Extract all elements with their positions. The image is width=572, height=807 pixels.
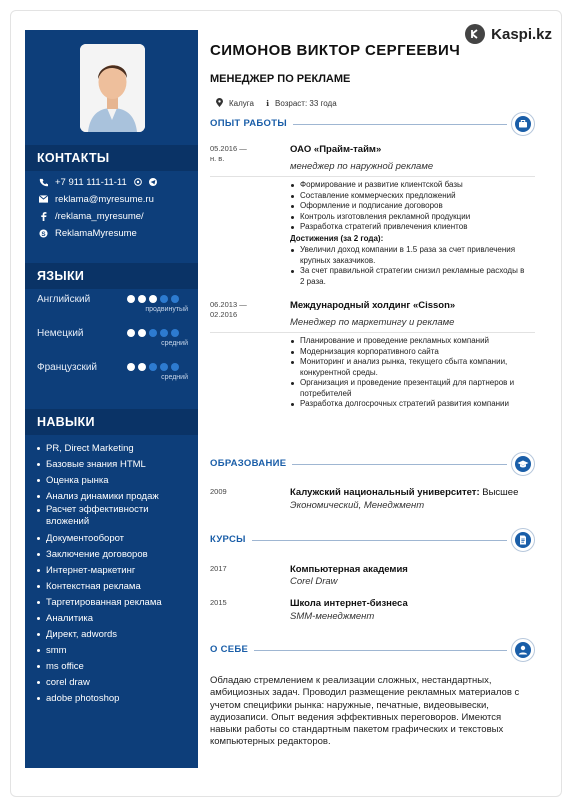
education-year: 2009 (210, 487, 227, 496)
language-rating (127, 363, 179, 371)
education-school-line (290, 487, 518, 498)
divider (210, 540, 507, 541)
duty-item: Организация и проведение презентаций для партнеров и потребителей (290, 378, 530, 399)
bullet-icon (37, 509, 40, 512)
kaspi-logo-icon (465, 24, 485, 44)
skill-text: Документооборот (46, 532, 125, 544)
info-icon: ℹ (265, 98, 270, 108)
date-to: 02.2016 (210, 310, 238, 319)
language-name: Французский (37, 362, 97, 373)
skill-item (37, 642, 197, 658)
skill-item (37, 546, 197, 562)
contact-skype-text: ReklamaMyresume (55, 227, 137, 239)
languages-header: ЯЗЫКИ (25, 263, 198, 289)
duty-item: Составление коммерческих предложений (290, 191, 530, 202)
skill-item (37, 562, 197, 578)
phone-icon (39, 178, 48, 187)
contact-email[interactable] (39, 191, 199, 207)
skill-item (37, 690, 197, 706)
skill-text: Контекстная реклама (46, 580, 141, 592)
experience-title: ОПЫТ РАБОТЫ (210, 118, 293, 129)
bullet-icon (37, 569, 40, 572)
bullet-icon (37, 537, 40, 540)
rating-dot-filled (127, 329, 135, 337)
language-name: Немецкий (37, 328, 84, 339)
about-section-header (210, 638, 535, 662)
company-name: Международный холдинг «Cisson» (290, 300, 456, 311)
date-to: н. в. (210, 154, 225, 163)
rating-dot-filled (127, 295, 135, 303)
education-field: Экономический, Менеджмент (290, 500, 425, 511)
skill-text: corel draw (46, 676, 90, 688)
email-icon (39, 195, 48, 203)
person-icon (511, 638, 535, 662)
about-title: О СЕБЕ (210, 644, 254, 655)
bullet-icon (37, 463, 40, 466)
graduation-cap-icon (511, 452, 535, 476)
bullet-icon (37, 553, 40, 556)
skill-text: PR, Direct Marketing (46, 442, 134, 454)
skill-item (37, 530, 197, 546)
course-subject: SMM-менеджмент (290, 611, 375, 622)
duty-item: Модернизация корпоративного сайта (290, 347, 530, 358)
person-meta (216, 98, 337, 108)
language-level: средний (161, 374, 188, 381)
bullet-icon (37, 617, 40, 620)
language-name: Английский (37, 294, 91, 305)
duty-item: Планирование и проведение рекламных компаний (290, 336, 530, 347)
language-level: продвинутый (145, 306, 188, 313)
language-rating (127, 329, 179, 337)
divider (210, 176, 535, 177)
whatsapp-icon[interactable] (134, 178, 142, 186)
skill-text: Заключение договоров (46, 548, 148, 560)
duty-item: Разработка стратегий привлечения клиентов (290, 222, 530, 233)
bullet-icon (37, 585, 40, 588)
language-rating (127, 295, 179, 303)
rating-dot-empty (171, 329, 179, 337)
achievement-item: Увеличил доход компании в 1.5 раза за счет привлечения крупных заказчиков. (290, 245, 530, 266)
school-name: Калужский национальный университет: (290, 487, 480, 498)
skill-text: ms office (46, 660, 84, 672)
contact-phone[interactable] (39, 174, 199, 190)
company-name: ОАО «Прайм-тайм» (290, 144, 382, 155)
course-name: Школа интернет-бизнеса (290, 598, 408, 609)
skill-item (37, 658, 197, 674)
skype-icon (39, 229, 48, 238)
contact-facebook-text: /reklama_myresume/ (55, 210, 144, 222)
watermark (465, 24, 552, 44)
age-text: Возраст: 33 года (275, 98, 337, 108)
duty-item: Мониторинг и анализ рынка, текущего сбыта компании, конкурентной среды. (290, 357, 530, 378)
contacts-header: КОНТАКТЫ (25, 145, 198, 171)
skills-header: НАВЫКИ (25, 409, 198, 435)
bullet-icon (37, 447, 40, 450)
bullet-icon (37, 479, 40, 482)
language-level: средний (161, 340, 188, 347)
rating-dot-filled (138, 295, 146, 303)
skill-text: Аналитика (46, 612, 94, 624)
job-duties (290, 336, 530, 410)
briefcase-icon (511, 112, 535, 136)
job-achievements (290, 245, 530, 287)
skill-text: smm (46, 644, 67, 656)
degree: Высшее (482, 487, 519, 498)
language-row (37, 360, 192, 394)
duty-item: Контроль изготовления рекламной продукции (290, 212, 530, 223)
bullet-icon (37, 495, 40, 498)
contact-facebook[interactable] (39, 208, 199, 224)
course-subject: Corel Draw (290, 576, 338, 587)
skill-text: Таргетированная реклама (46, 596, 162, 608)
contact-skype[interactable] (39, 225, 199, 241)
skill-text: Директ, adwords (46, 628, 118, 640)
watermark-text: Kaspi.kz (491, 25, 552, 43)
rating-dot-empty (171, 295, 179, 303)
job-date (210, 300, 270, 320)
date-from: 05.2016 — (210, 144, 247, 153)
education-title: ОБРАЗОВАНИЕ (210, 458, 292, 469)
rating-dot-filled (127, 363, 135, 371)
course-year: 2017 (210, 564, 227, 573)
telegram-icon[interactable] (149, 178, 157, 186)
contact-phone-text: +7 911 111-11-11 (55, 176, 127, 188)
achievement-item: За счет правильной стратегии снизил рекламные расходы в 2 раза. (290, 266, 530, 287)
achievements-title: Достижения (за 2 года): (290, 234, 384, 243)
job-date (210, 144, 270, 164)
rating-dot-empty (160, 363, 168, 371)
about-text: Обладаю стремлением к реализации сложных, нестандартных, амбициозных задач. Проводил размещение рекламных материалов с учетом специфики рынка: наружные, печатные, видеовывески, аудиозаписи. Опыт ведения эффективных переговоров. Имеются навыки работы со стандартным пакетом графических и текстовых компьютерных редакторов. (210, 675, 520, 748)
skill-text: Оценка рынка (46, 474, 109, 486)
skill-item (37, 610, 197, 626)
courses-section-header (210, 528, 535, 552)
rating-dot-filled (149, 295, 157, 303)
bullet-icon (37, 601, 40, 604)
skill-item (37, 456, 197, 472)
skill-text: Анализ динамики продаж (46, 490, 159, 502)
rating-dot-empty (149, 363, 157, 371)
city-text: Калуга (229, 99, 254, 108)
skill-text: Интернет-маркетинг (46, 564, 136, 576)
bullet-icon (37, 697, 40, 700)
job-position: менеджер по наружной рекламе (290, 161, 434, 172)
duty-item: Формирование и развитие клиентской базы (290, 180, 530, 191)
course-year: 2015 (210, 598, 227, 607)
job-duties (290, 180, 530, 233)
date-from: 06.2013 — (210, 300, 247, 309)
language-row (37, 326, 192, 360)
age (266, 99, 337, 108)
divider (210, 332, 535, 333)
skill-item (37, 472, 197, 488)
rating-dot-empty (160, 329, 168, 337)
skill-item (37, 488, 197, 504)
profile-photo (80, 44, 145, 132)
skill-item (37, 440, 197, 456)
facebook-icon (39, 212, 48, 221)
rating-dot-empty (160, 295, 168, 303)
bullet-icon (37, 633, 40, 636)
svg-text:S: S (41, 230, 46, 238)
contact-list (39, 174, 199, 242)
education-section-header (210, 452, 535, 476)
contact-email-text: reklama@myresume.ru (55, 193, 154, 205)
location-pin-icon (216, 98, 223, 107)
experience-section-header (210, 112, 535, 136)
courses-title: КУРСЫ (210, 534, 252, 545)
skill-item (37, 594, 197, 610)
bullet-icon (37, 649, 40, 652)
rating-dot-empty (149, 329, 157, 337)
skill-text: Расчет эффективности вложений (46, 504, 149, 527)
person-role: МЕНЕДЖЕР ПО РЕКЛАМЕ (210, 73, 351, 85)
duty-item: Оформление и подписание договоров (290, 201, 530, 212)
skill-item (37, 578, 197, 594)
rating-dot-filled (138, 329, 146, 337)
location (216, 98, 254, 108)
course-name: Компьютерная академия (290, 564, 408, 575)
rating-dot-empty (171, 363, 179, 371)
duty-item: Разработка долгосрочных стратегий развития компании (290, 399, 530, 410)
bullet-icon (37, 681, 40, 684)
skill-item (37, 674, 197, 690)
skill-text: adobe photoshop (46, 692, 120, 704)
document-icon (511, 528, 535, 552)
skill-item (37, 626, 197, 642)
language-row (37, 292, 192, 326)
divider (210, 650, 507, 651)
sidebar (25, 30, 198, 768)
skill-text: Базовые знания HTML (46, 458, 146, 470)
skill-list (37, 440, 197, 706)
person-name: СИМОНОВ ВИКТОР СЕРГЕЕВИЧ (210, 42, 461, 59)
language-list (37, 292, 192, 394)
skill-item (37, 504, 197, 530)
rating-dot-filled (138, 363, 146, 371)
bullet-icon (37, 665, 40, 668)
job-position: Менеджер по маркетингу и рекламе (290, 317, 455, 328)
